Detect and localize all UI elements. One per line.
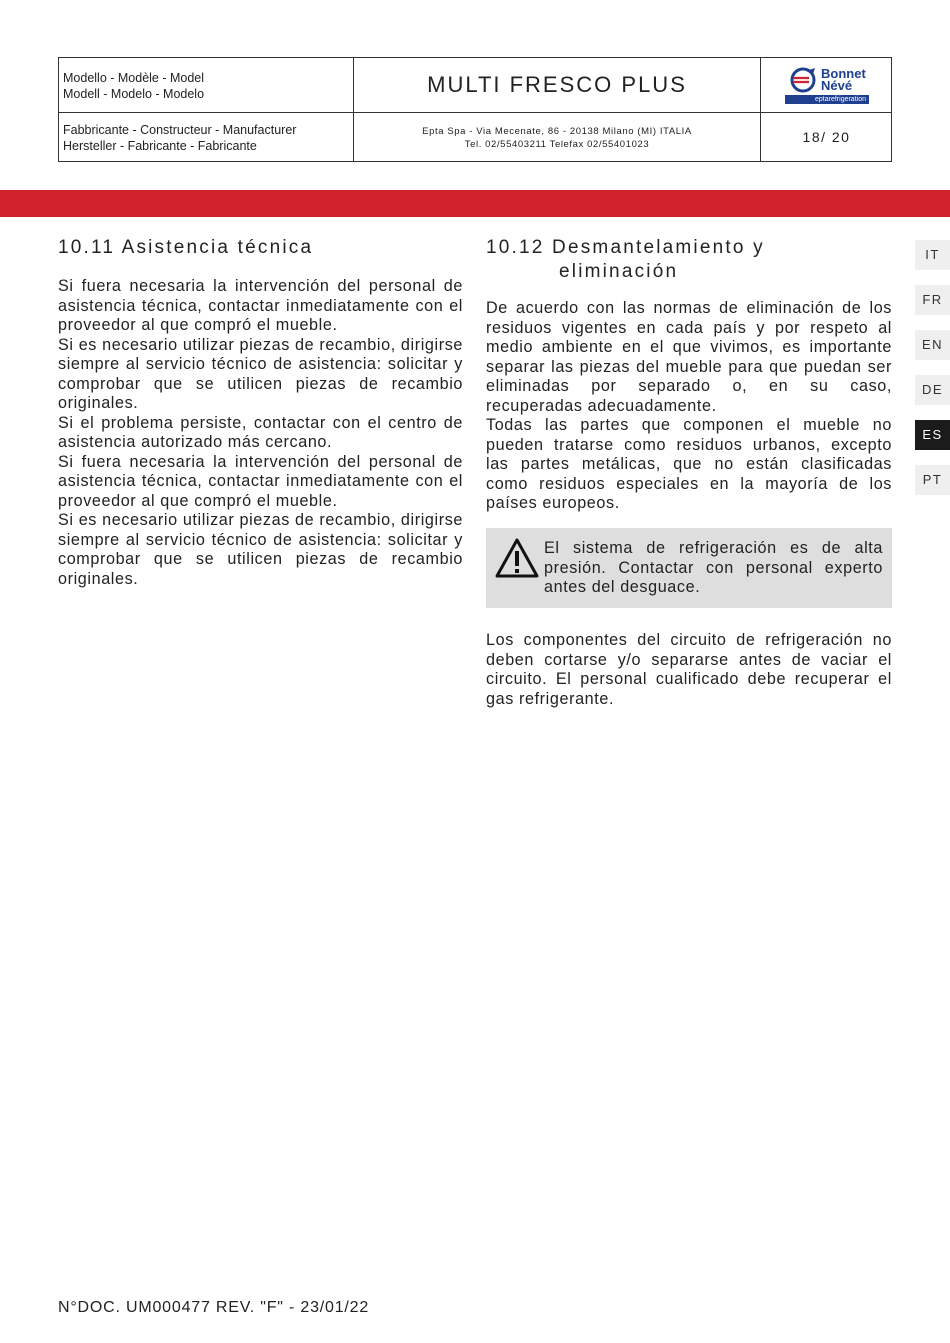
logo-subtext: eptarefrigeration	[785, 95, 869, 104]
lang-tab-en[interactable]: EN	[915, 330, 950, 360]
document-number: N°DOC. UM000477 REV. "F" - 23/01/22	[58, 1299, 370, 1316]
header-divider	[59, 112, 891, 113]
model-label-line2: Modell - Modelo - Modelo	[63, 87, 205, 101]
page-number: 18/ 20	[802, 129, 851, 145]
logo-mark-icon	[787, 66, 819, 94]
lang-tab-de[interactable]: DE	[915, 375, 950, 405]
address-line2: Tel. 02/55403211 Telefax 02/55401023	[464, 139, 650, 150]
assistance-text	[58, 277, 463, 589]
section-heading-dismantling: 10.12 Desmantelamiento y	[486, 237, 765, 258]
red-band	[0, 190, 950, 217]
lang-tab-pt[interactable]: PT	[915, 465, 950, 495]
section-heading-assistance: 10.11 Asistencia técnica	[58, 237, 314, 258]
dismantling-text	[486, 299, 892, 514]
refrigerant-text	[486, 631, 892, 709]
paragraph: Todas las partes que componen el mueble no pueden tratarse como residuos urbanos, excepto las partes metálicas, que no están clasificadas como residuos especiales en la mayoría de los países europeos.	[486, 416, 892, 512]
paragraph: Si el problema persiste, contactar con el centro de asistencia autorizado más cercano.	[58, 413, 463, 451]
manufacturer-label-line2: Hersteller - Fabricante - Fabricante	[63, 139, 257, 153]
manufacturer-address	[354, 125, 760, 151]
brand-logo	[761, 58, 892, 112]
warning-box	[486, 528, 892, 608]
address-line1: Epta Spa - Via Mecenate, 86 - 20138 Milano (MI) ITALIA	[422, 126, 692, 137]
paragraph: Si es necesario utilizar piezas de recambio, dirigirse siempre al servicio técnico de asistencia: solicitar y comprobar que se utilicen piezas de recambio originales.	[58, 511, 463, 588]
lang-tab-es[interactable]: ES	[915, 420, 950, 450]
warning-triangle-icon	[494, 537, 540, 579]
logo-text-1: Bonnet	[821, 66, 866, 81]
model-label-line1: Modello - Modèle - Model	[63, 71, 205, 85]
paragraph: Si fuera necesaria la intervención del personal de asistencia técnica, contactar inmediatamente con el proveedor al que compró el mueble.	[58, 277, 463, 334]
header-table	[58, 57, 892, 162]
section-heading-dismantling-line2: eliminación	[559, 261, 679, 282]
manufacturer-label-line1: Fabbricante - Constructeur - Manufacturer	[63, 123, 297, 137]
paragraph: Si fuera necesaria la intervención del personal de asistencia técnica, contactar inmediatamente con el proveedor al que compró el mueble.	[58, 452, 463, 510]
lang-tab-it[interactable]: IT	[915, 240, 950, 270]
model-label	[63, 70, 204, 102]
lang-tab-fr[interactable]: FR	[915, 285, 950, 315]
paragraph: Los componentes del circuito de refrigeración no deben cortarse y/o separarse antes de vaciar el circuito. El personal cualificado debe recuperar el gas refrigerante.	[486, 631, 892, 708]
document-title: MULTI FRESCO PLUS	[427, 72, 687, 97]
paragraph: De acuerdo con las normas de eliminación de los residuos vigentes en cada país y por respeto al medio ambiente en el que vivimos, es importante separar las piezas del mueble para que puedan ser eliminadas por separado o, en su caso, recuperadas adecuadamente.	[486, 299, 892, 415]
warning-text: El sistema de refrigeración es de alta presión. Contactar con personal experto antes del desguace.	[544, 539, 883, 596]
manufacturer-label	[63, 122, 296, 154]
paragraph: Si es necesario utilizar piezas de recambio, dirigirse siempre al servicio técnico de asistencia: solicitar y comprobar que se utilicen piezas de recambio originales.	[58, 335, 463, 412]
logo-text-2: Névé	[821, 78, 853, 93]
